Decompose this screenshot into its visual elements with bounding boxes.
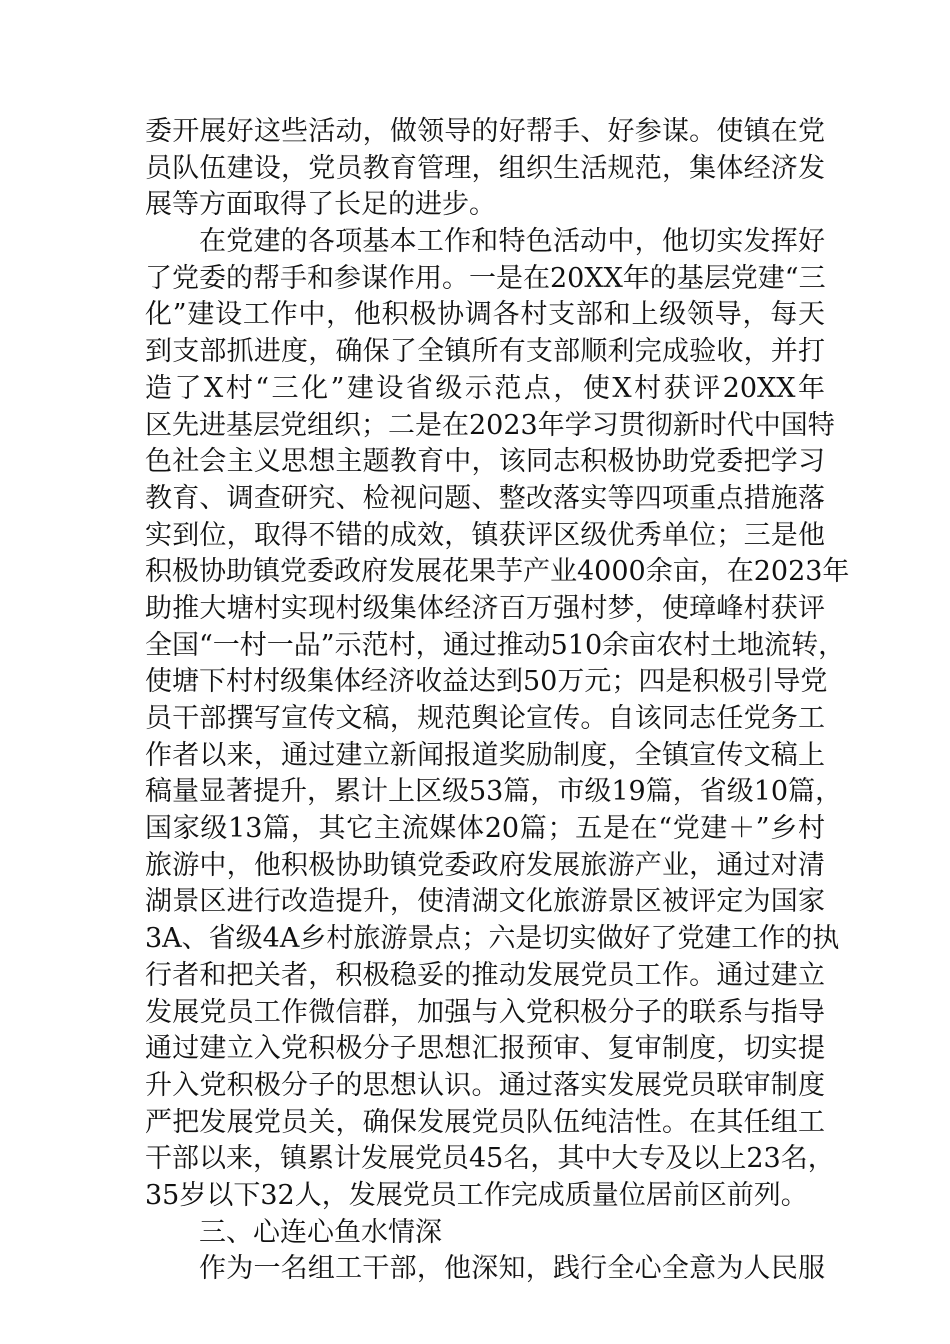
text-line: 通过建立入党积极分子思想汇报预审、复审制度，切实提: [145, 1033, 825, 1065]
text-line: 了党委的帮手和参谋作用。一是在20XX年的基层党建“三: [145, 262, 826, 294]
document-body: [145, 114, 850, 1288]
text-line: 旅游中，他积极协助镇党委政府发展旅游产业，通过对清: [145, 849, 825, 881]
text-line: 教育、调查研究、检视问题、整改落实等四项重点措施落: [145, 482, 825, 514]
text-line: 使塘下村村级集体经济收益达到50万元；四是积极引导党: [145, 666, 828, 698]
text-line: 作为一名组工干部，他深知，践行全心全意为人民服: [199, 1253, 825, 1285]
text-line: 区先进基层党组织；二是在2023年学习贯彻新时代中国特: [145, 409, 835, 441]
text-line: 全国“一村一品”示范村，通过推动510余亩农村土地流转，: [145, 629, 846, 661]
text-line: 35岁以下32人，发展党员工作完成质量位居前区前列。: [145, 1179, 808, 1211]
text-line: 积极协助镇党委政府发展花果芋产业4000余亩，在2023年: [145, 556, 850, 588]
text-line: 造了X村“三化”建设省级示范点，使X村获评20XX年: [145, 372, 825, 404]
text-line: 员干部撰写宣传文稿，规范舆论宣传。自该同志任党务工: [145, 703, 825, 734]
text-line: 干部以来，镇累计发展党员45名，其中大专及以上23名，: [145, 1143, 835, 1175]
text-line: 3A、省级4A乡村旅游景点；六是切实做好了党建工作的执: [145, 923, 840, 955]
section-heading: 三、心连心鱼水情深: [199, 1216, 442, 1248]
text-line: 实到位，取得不错的成效，镇获评区级优秀单位；三是他: [145, 519, 825, 551]
text-line: 发展党员工作微信群，加强与入党积极分子的联系与指导: [145, 996, 825, 1028]
text-line: 稿量显著提升，累计上区级53篇，市级19篇，省级10篇，: [145, 776, 843, 808]
text-line: 助推大塘村实现村级集体经济百万强村梦，使璋峰村获评: [145, 592, 825, 624]
text-line: 到支部抓进度，确保了全镇所有支部顺利完成验收，并打: [145, 336, 825, 368]
text-line: 湖景区进行改造提升，使清湖文化旅游景区被评定为国家: [145, 886, 825, 918]
text-line: 展等方面取得了长足的进步。: [145, 189, 496, 221]
text-line: 委开展好这些活动，做领导的好帮手、好参谋。使镇在党: [145, 116, 825, 147]
text-line: 化”建设工作中，他积极协调各村支部和上级领导，每天: [145, 299, 825, 331]
text-line: 升入党积极分子的思想认识。通过落实发展党员联审制度: [145, 1069, 825, 1101]
text-line: 严把发展党员关，确保发展党员队伍纯洁性。在其任组工: [145, 1106, 825, 1138]
text-line: 员队伍建设，党员教育管理，组织生活规范，集体经济发: [145, 152, 825, 184]
text-line: 国家级13篇，其它主流媒体20篇；五是在“党建＋”乡村: [145, 813, 825, 845]
text-line: 色社会主义思想主题教育中，该同志积极协助党委把学习: [145, 446, 825, 478]
text-line: 作者以来，通过建立新闻报道奖励制度，全镇宣传文稿上: [145, 739, 825, 771]
text-line: 行者和把关者，积极稳妥的推动发展党员工作。通过建立: [145, 959, 825, 991]
text-line: 在党建的各项基本工作和特色活动中，他切实发挥好: [199, 226, 825, 258]
